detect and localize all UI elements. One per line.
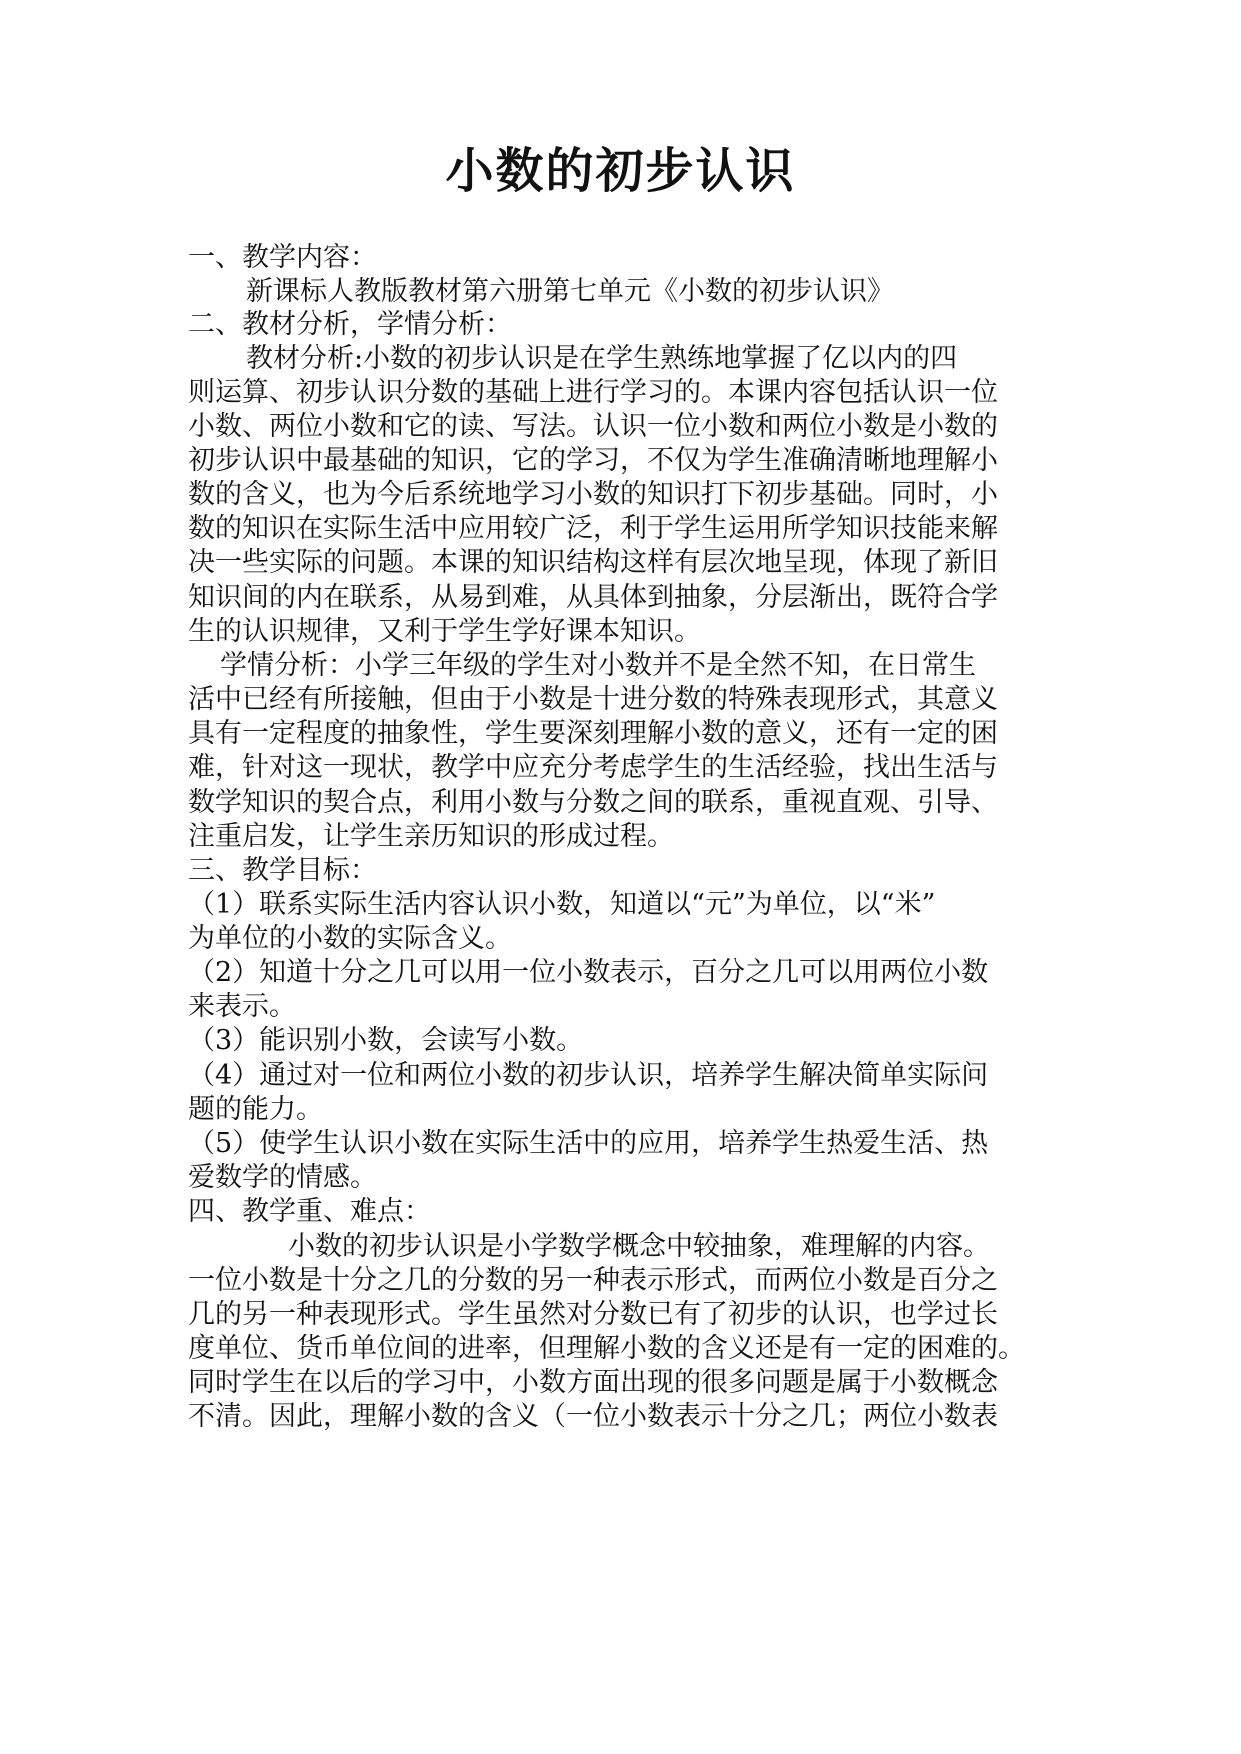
text-line: 几的另一种表现形式。学生虽然对分数已有了初步的认识，也学过长 [188,1299,998,1330]
text-line: 题的能力。 [188,1094,323,1125]
text-line: 知识间的内在联系，从易到难，从具体到抽象，分层渐出，既符合学 [188,582,998,613]
text-line: （2）知道十分之几可以用一位小数表示，百分之几可以用两位小数 [188,957,989,988]
text-line: 爱数学的情感。 [188,1162,377,1193]
text-line: 小数的初步认识是小学数学概念中较抽象，难理解的内容。 [288,1231,990,1262]
text-line: 为单位的小数的实际含义。 [188,923,512,954]
text-line: 数的含义，也为今后系统地学习小数的知识打下初步基础。同时，小 [188,479,998,510]
text-line: 新课标人教版教材第六册第七单元《小数的初步认识》 [246,276,894,307]
text-line: 活中已经有所接触，但由于小数是十进分数的特殊表现形式，其意义 [188,684,998,715]
text-line: （3）能识别小数，会读写小数。 [188,1025,584,1056]
text-line: 决一些实际的问题。本课的知识结构这样有层次地呈现，体现了新旧 [188,547,998,578]
text-line: 注重启发，让学生亲历知识的形成过程。 [188,821,674,852]
text-line: 初步认识中最基础的知识，它的学习，不仅为学生准确清晰地理解小 [188,445,998,476]
document-title: 小数的初步认识 [445,143,796,199]
text-line: 来表示。 [188,991,296,1022]
text-line: 难，针对这一现状，教学中应充分考虑学生的生活经验，找出生活与 [188,752,998,783]
text-line: 教材分析:小数的初步认识是在学生熟练地掌握了亿以内的四 [246,343,958,374]
text-line: 同时学生在以后的学习中，小数方面出现的很多问题是属于小数概念 [188,1367,998,1398]
text-line: 数的知识在实际生活中应用较广泛，利于学生运用所学知识技能来解 [188,513,998,544]
text-line: 二、教材分析，学情分析： [188,309,512,340]
text-line: （5）使学生认识小数在实际生活中的应用，培养学生热爱生活、热 [188,1128,989,1159]
text-line: 学情分析：小学三年级的学生对小数并不是全然不知，在日常生 [220,650,976,681]
text-line: 三、教学目标： [188,855,377,886]
text-line: 不清。因此，理解小数的含义（一位小数表示十分之几；两位小数表 [188,1401,998,1432]
text-line: （1）联系实际生活内容认识小数，知道以“元”为单位，以“米” [188,889,936,920]
text-line: 一、教学内容： [188,242,377,273]
text-line: 一位小数是十分之几的分数的另一种表示形式，而两位小数是百分之 [188,1265,998,1296]
text-line: 则运算、初步认识分数的基础上进行学习的。本课内容包括认识一位 [188,377,998,408]
text-line: 小数、两位小数和它的读、写法。认识一位小数和两位小数是小数的 [188,411,998,442]
text-line: 四、教学重、难点： [188,1196,431,1227]
text-line: 生的认识规律，又利于学生学好课本知识。 [188,616,701,647]
text-line: 具有一定程度的抽象性，学生要深刻理解小数的意义，还有一定的困 [188,718,998,749]
text-line: 数学知识的契合点，利用小数与分数之间的联系，重视直观、引导、 [188,787,998,818]
text-line: （4）通过对一位和两位小数的初步认识，培养学生解决简单实际问 [188,1060,989,1091]
text-line: 度单位、货币单位间的进率，但理解小数的含义还是有一定的困难的。 [188,1333,1025,1364]
